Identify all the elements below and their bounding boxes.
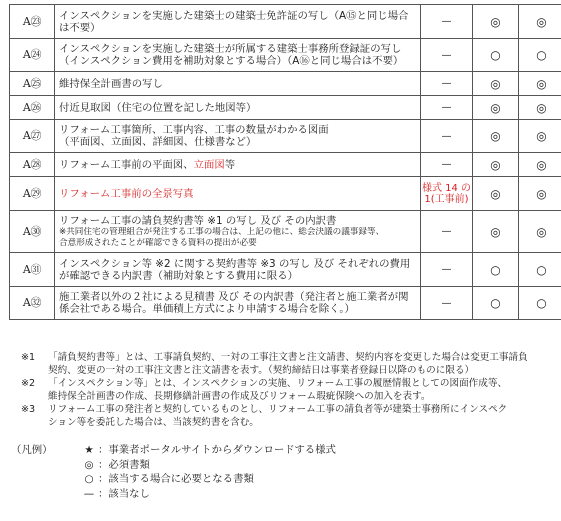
- required-mark: ○: [519, 287, 561, 320]
- form-cell: —: [421, 96, 473, 120]
- table-row: [10, 253, 561, 287]
- row-description: リフォーム工事箇所、工事内容、工事の数量がわかる図面 （平面図、立面図、詳細図、仕様書など）: [55, 120, 421, 153]
- required-mark: ◎: [473, 120, 519, 153]
- row-description: 付近見取図（住宅の位置を記した地図等）: [55, 96, 421, 120]
- required-mark: ○: [519, 39, 561, 72]
- row-id: A㉜: [10, 287, 55, 320]
- row-id: A㉛: [10, 253, 55, 287]
- required-mark: ◎: [519, 211, 561, 253]
- row-id: A㉙: [10, 177, 55, 211]
- required-mark: ○: [473, 287, 519, 320]
- form-cell: —: [421, 39, 473, 72]
- form-cell: —: [421, 253, 473, 287]
- table-row: [10, 287, 561, 320]
- row-id: A㉗: [10, 120, 55, 153]
- form-cell: —: [421, 5, 473, 39]
- table-row: [10, 5, 561, 39]
- footnote-mark: ※2: [21, 378, 36, 389]
- row-description: インスペクション等 ※2 に関する契約書等 ※3 の写し 及び それぞれの費用 が確認できる内訳書（補助対象とする費用に限る）: [55, 253, 421, 287]
- row-id: A㉖: [10, 96, 55, 120]
- required-mark: ◎: [473, 211, 519, 253]
- required-mark: ○: [519, 253, 561, 287]
- footnote-2: ※2 「インスペクション等」とは、インスペクションの実施、リフォーム工事の履歴情報としての図面作成等、 維持保全計画書の作成、長期修繕計画書の作成及びリフォーム瑕疵保険への加入を表す。: [21, 378, 508, 402]
- form-cell: —: [421, 153, 473, 177]
- table-row: [10, 120, 561, 153]
- row-description: 施工業者以外の２社による見積書 及び その内訳書（発注者と施工業者が関 係会社である場合。単価積上方式により申請する場合を除く。）: [55, 287, 421, 320]
- star-icon: ★: [84, 444, 94, 456]
- circle-icon: ○: [84, 473, 94, 485]
- row-description: リフォーム工事の請負契約書等 ※1 の写し 及び その内訳書 ※共同住宅の管理組合が発注する工事の場合は、上記の他に、総会決議の議事録等、 合意形成されたことが確認できる資料の提出が必要: [55, 211, 421, 253]
- footnote-1: ※1 「請負契約書等」とは、工事請負契約、一対の工事注文書と注文請書、契約内容を変更した場合は変更工事請負 契約、変更の一対の工事注文書と注文請書を表す。（契約締結日は事業者登録日以降のものに限る）: [21, 352, 528, 376]
- row-id: A㉚: [10, 211, 55, 253]
- required-mark: ○: [473, 39, 519, 72]
- required-mark: ○: [473, 253, 519, 287]
- legend-item: ○ ：該当する場合に必要となる書類: [11, 472, 411, 487]
- row-description: [55, 177, 421, 211]
- table-row: [10, 96, 561, 120]
- form-cell: —: [421, 211, 473, 253]
- legend-item: （凡例） ★ ：事業者ポータルサイトからダウンロードする様式: [11, 444, 336, 456]
- legend-title: （凡例）: [11, 444, 53, 456]
- required-mark: ◎: [473, 96, 519, 120]
- highlighted-text: 立面図: [193, 158, 225, 171]
- footnote-mark: ※1: [21, 352, 36, 363]
- form-cell: 様式 14 の 1(工事前): [421, 177, 473, 211]
- required-mark: ◎: [519, 120, 561, 153]
- row-id: A㉔: [10, 39, 55, 72]
- row-description: リフォーム工事前の平面図、立面図等: [55, 153, 421, 177]
- form-cell: —: [421, 72, 473, 96]
- row-id: A㉓: [10, 5, 55, 39]
- highlighted-text: リフォーム工事前の全景写真: [59, 187, 194, 200]
- row-id: A㉕: [10, 72, 55, 96]
- row-description: インスペクションを実施した建築士の建築士免許証の写し（A⑮と同じ場合 は不要）: [55, 5, 421, 39]
- required-mark: ◎: [473, 153, 519, 177]
- row-description: 維持保全計画書の写し: [55, 72, 421, 96]
- legend-item: — ：該当なし: [83, 487, 150, 500]
- row-description: インスペクションを実施した建築士が所属する建築士事務所登録証の写し （インスペクション費用を補助対象とする場合）（A⑯と同じ場合は不要）: [55, 39, 421, 72]
- footnote-mark: ※3: [21, 404, 36, 415]
- required-mark: ◎: [519, 5, 561, 39]
- table-row: [10, 153, 561, 177]
- form-cell: —: [421, 287, 473, 320]
- double-circle-icon: ◎: [84, 458, 94, 471]
- table-row: [10, 211, 561, 253]
- required-mark: ◎: [473, 5, 519, 39]
- table-row: [10, 177, 561, 211]
- row-id: A㉘: [10, 153, 55, 177]
- required-mark: ◎: [519, 153, 561, 177]
- footnotes: [11, 351, 556, 429]
- legend-item: ◎ ：必須書類: [11, 458, 411, 473]
- dash-icon: —: [83, 487, 95, 500]
- required-mark: ◎: [519, 72, 561, 96]
- required-mark: ◎: [519, 177, 561, 211]
- required-mark: ◎: [473, 72, 519, 96]
- legend: [11, 443, 411, 501]
- table-row: [10, 39, 561, 72]
- required-documents-table: [9, 4, 561, 320]
- required-mark: ◎: [519, 96, 561, 120]
- footnote-3: ※3 リフォーム工事の発注者と契約しているものとし、リフォーム工事の請負者等が建築士事務所にインスペク ション等を委託した場合は、当該契約書を含む。: [21, 404, 508, 428]
- form-cell: —: [421, 120, 473, 153]
- table-row: [10, 72, 561, 96]
- required-mark: ◎: [473, 177, 519, 211]
